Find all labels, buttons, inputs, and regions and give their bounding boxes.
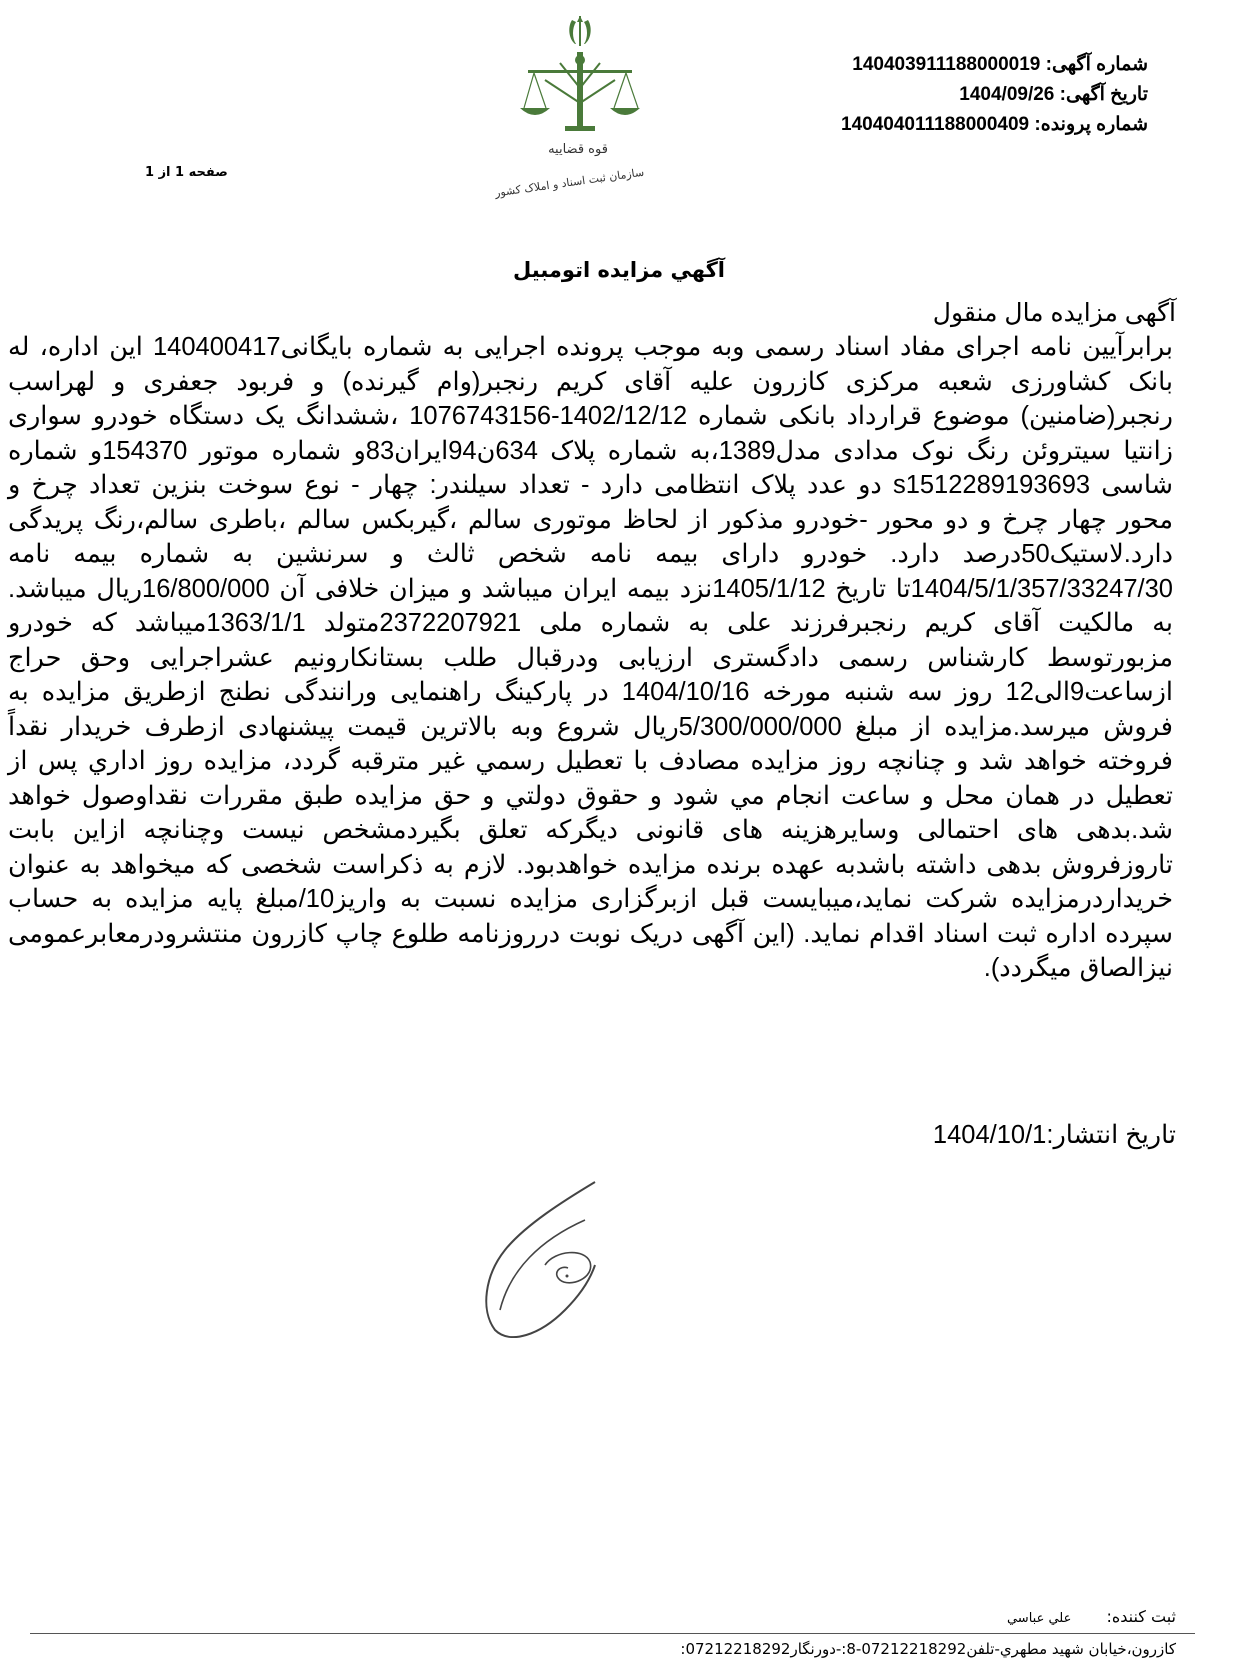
ad-number-value: 140403911188000019: [852, 54, 1041, 75]
office-address: کازرون،خيابان شهيد مطهري-تلفن07212218292-8:-دورنگار07212218292:: [680, 1640, 1176, 1658]
signature: [470, 1170, 670, 1350]
ad-number-label: شماره آگهی:: [1045, 54, 1148, 75]
case-number-value: 140404011188000409: [841, 114, 1030, 135]
ad-date-row: [841, 80, 1148, 110]
document-subtitle: آگهی مزایده مال منقول: [932, 299, 1176, 327]
registrar: [1007, 1607, 1176, 1626]
document-body: برابرآیین نامه اجرای مفاد اسناد رسمی وبه موجب پرونده اجرایی به شماره بایگانی140400417 این اداره، له بانک کشاورزی شعبه مرکزی کازرون علیه آقای کریم رنجبر(وام گیرنده) و فربود جعفری و لهراسب رنجبر(ضامنین) موضوع قرارداد بانکی شماره 1402/12/12-1076743156 ،ششدانگ یک دستگاه خودرو سواری زانتیا سیتروئن رنگ نوک مدادی مدل1389،به شماره پلاک 634ن94ایران83و شماره موتور 154370و شماره شاسی s1512289193693 دو عدد پلاک انتظامی دارد - تعداد سیلندر: چهار - نوع سوخت بنزین تعداد چرخ و محور چهار چرخ و دو محور -خودرو مذکور از لحاظ موتوری سالم ،گیربکس سالم ،باطری سالم،رنگ پریدگی دارد.لاستیک50درصد دارد. خودرو دارای بیمه نامه شخص ثالث و سرنشین به شماره بیمه نامه 1404/5/1/357/33247/30تا تاریخ 1405/1/12نزد بیمه ایران میباشد و میزان خلافی آن 16/800/000ریال میباشد. به مالکیت آقای کریم رنجبرفرزند علی به شماره ملی 2372207921متولد 1363/1/1میباشد که خودرو مزبورتوسط کارشناس رسمی دادگستری ارزیابی ودرقبال طلب بستانکارونیم عشراجرایی وحق حراج ازساعت9الی12 روز سه شنبه مورخه 1404/10/16 در پارکینگ راهنمایی ورانندگی نطنج ازطریق مزایده به فروش میرسد.مزایده از مبلغ 5/300/000/000ریال شروع وبه بالاترین قیمت پیشنهادی ازطرف خریدار نقداً فروخته خواهد شد و چنانچه روز مزايده مصادف با تعطيل رسمي غير مترقبه گردد، مزايده روز اداري پس از تعطيل در همان محل و ساعت انجام مي شود و حقوق دولتي و حق مزايده طبق مقررات نقداوصول خواهد شد.بدهی های احتمالی وسایرهزینه های قانونی دیگرکه تعلق بگیردمشخص نیست وچنانچه ازاین بابت تاروزفروش بدهی داشته باشدبه عهده برنده مزایده خواهدبود. لازم به ذکراست شخصی که میخواهد به عنوان خریداردرمزایده شرکت نماید،میبایست قبل ازبرگزاری مزایده نسبت به واریز10/مبلغ پایه مزایده به حساب سپرده اداره ثبت اسناد اقدام نماید. (این آگهی دریک نوبت درروزنامه طلوع چاپ کازرون منتشرودرمعابرعمومی نیزالصاق میگردد).: [8, 333, 1173, 982]
emblem-text-judiciary: قوه قضاییه: [548, 142, 608, 157]
ad-number-row: [841, 50, 1148, 80]
document-title: آگهي مزايده اتومبيل: [513, 258, 725, 282]
ad-date-label: تاریخ آگهی:: [1059, 84, 1148, 105]
footer-divider: [30, 1633, 1195, 1634]
emblem-text-organization: سازمان ثبت اسناد و املاک کشور: [494, 165, 645, 200]
scales-of-justice-icon: [494, 8, 680, 208]
publish-date-row: [933, 1120, 1176, 1150]
publish-date-label: تاریخ انتشار:: [1046, 1121, 1176, 1149]
judiciary-emblem: [494, 8, 680, 208]
case-number-label: شماره پرونده:: [1034, 114, 1148, 135]
page-number: صفحه 1 از 1: [145, 165, 228, 180]
registrar-label: ثبت کننده:: [1106, 1607, 1176, 1626]
case-number-row: [841, 110, 1148, 140]
registrar-name: علي عباسي: [1006, 1611, 1072, 1626]
publish-date-value: 1404/10/1: [932, 1121, 1047, 1149]
ad-date-value: 1404/09/26: [959, 84, 1055, 105]
document-meta: [841, 50, 1148, 140]
signature-icon: [470, 1170, 670, 1350]
